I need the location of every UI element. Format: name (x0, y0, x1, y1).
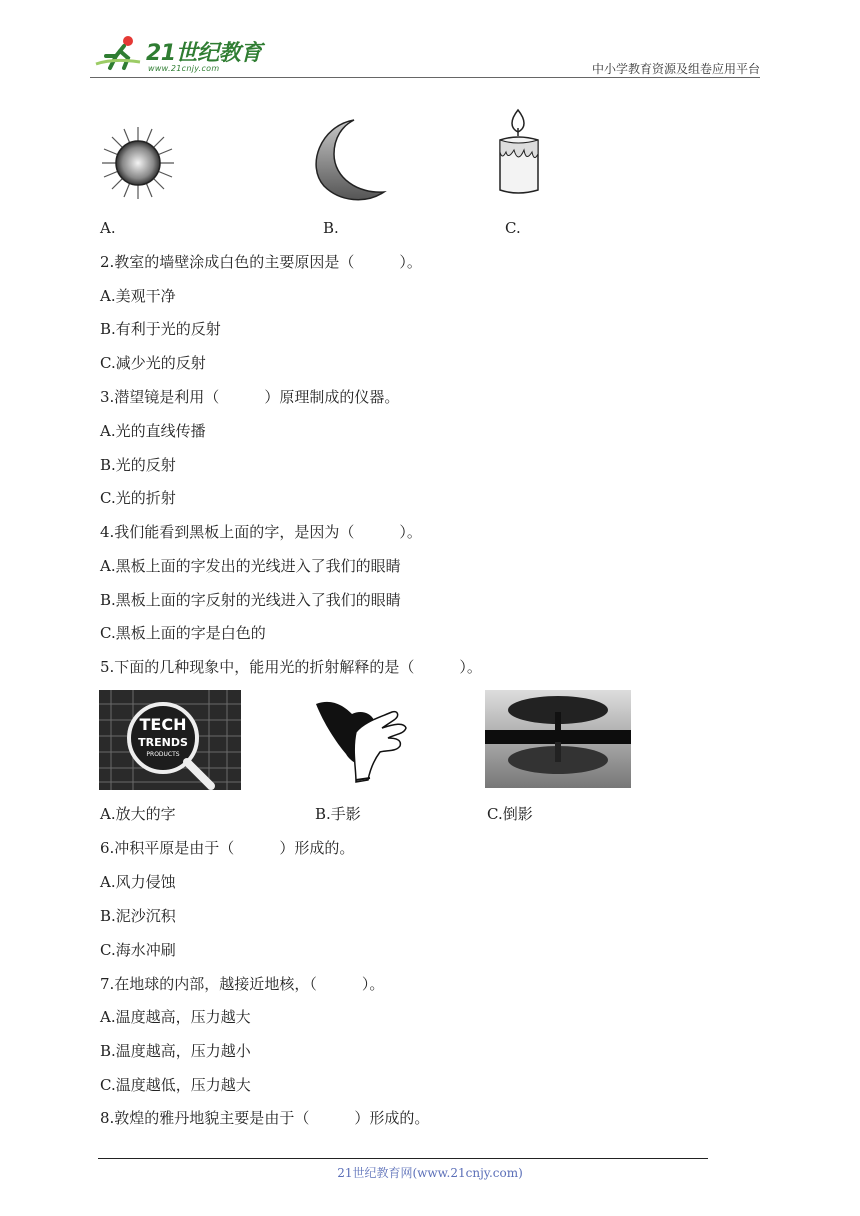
magnified-products-label: PRODUCTS (146, 751, 180, 758)
logo-text: 21世纪教育 (146, 41, 262, 66)
q7-option-c[interactable]: C.温度越低，压力越大 (100, 1076, 251, 1094)
q3-option-b[interactable]: B.光的反射 (100, 456, 176, 474)
platform-title: 中小学教育资源及组卷应用平台 (591, 62, 760, 76)
q5-option-b[interactable]: B.手影 (315, 805, 361, 823)
q4-option-a[interactable]: A.黑板上面的字发出的光线进入了我们的眼睛 (100, 557, 401, 575)
q4-stem: 4.我们能看到黑板上面的字，是因为（ ）。 (100, 523, 422, 541)
q2-stem: 2.教室的墙壁涂成白色的主要原因是（ ）。 (100, 253, 422, 271)
q5-option-c[interactable]: C.倒影 (487, 805, 533, 823)
q2-option-c[interactable]: C.减少光的反射 (100, 354, 206, 372)
q6-stem: 6.冲积平原是由于（ ）形成的。 (100, 839, 355, 857)
page-footer[interactable]: 21世纪教育网(www.21cnjy.com) (337, 1166, 523, 1180)
q4-option-b[interactable]: B.黑板上面的字反射的光线进入了我们的眼睛 (100, 591, 401, 609)
q3-option-c[interactable]: C.光的折射 (100, 489, 176, 507)
magnified-trends-label: TRENDS (138, 736, 188, 749)
q7-option-a[interactable]: A.温度越高，压力越大 (100, 1008, 251, 1026)
q7-option-b[interactable]: B.温度越高，压力越小 (100, 1042, 251, 1060)
q3-option-a[interactable]: A.光的直线传播 (100, 422, 206, 440)
q7-stem: 7.在地球的内部，越接近地核，（ ）。 (100, 975, 385, 993)
magnified-tech-label: TECH (139, 715, 187, 734)
q5-stem: 5.下面的几种现象中，能用光的折射解释的是（ ）。 (100, 658, 482, 676)
q1-option-b[interactable]: B. (323, 219, 339, 237)
q3-stem: 3.潜望镜是利用（ ）原理制成的仪器。 (100, 388, 400, 406)
q8-stem: 8.敦煌的雅丹地貌主要是由于（ ）形成的。 (100, 1109, 430, 1127)
footer-divider (98, 1158, 708, 1159)
q2-option-b[interactable]: B.有利于光的反射 (100, 320, 221, 338)
q2-option-a[interactable]: A.美观干净 (100, 287, 176, 305)
q4-option-c[interactable]: C.黑板上面的字是白色的 (100, 624, 266, 642)
q6-option-b[interactable]: B.泥沙沉积 (100, 907, 176, 925)
q1-option-c[interactable]: C. (505, 219, 521, 237)
q5-option-a[interactable]: A.放大的字 (100, 805, 176, 823)
q6-option-a[interactable]: A.风力侵蚀 (100, 873, 176, 891)
q1-option-a[interactable]: A. (100, 219, 116, 237)
logo-url: www.21cnjy.com (148, 64, 220, 73)
q6-option-c[interactable]: C.海水冲刷 (100, 941, 176, 959)
